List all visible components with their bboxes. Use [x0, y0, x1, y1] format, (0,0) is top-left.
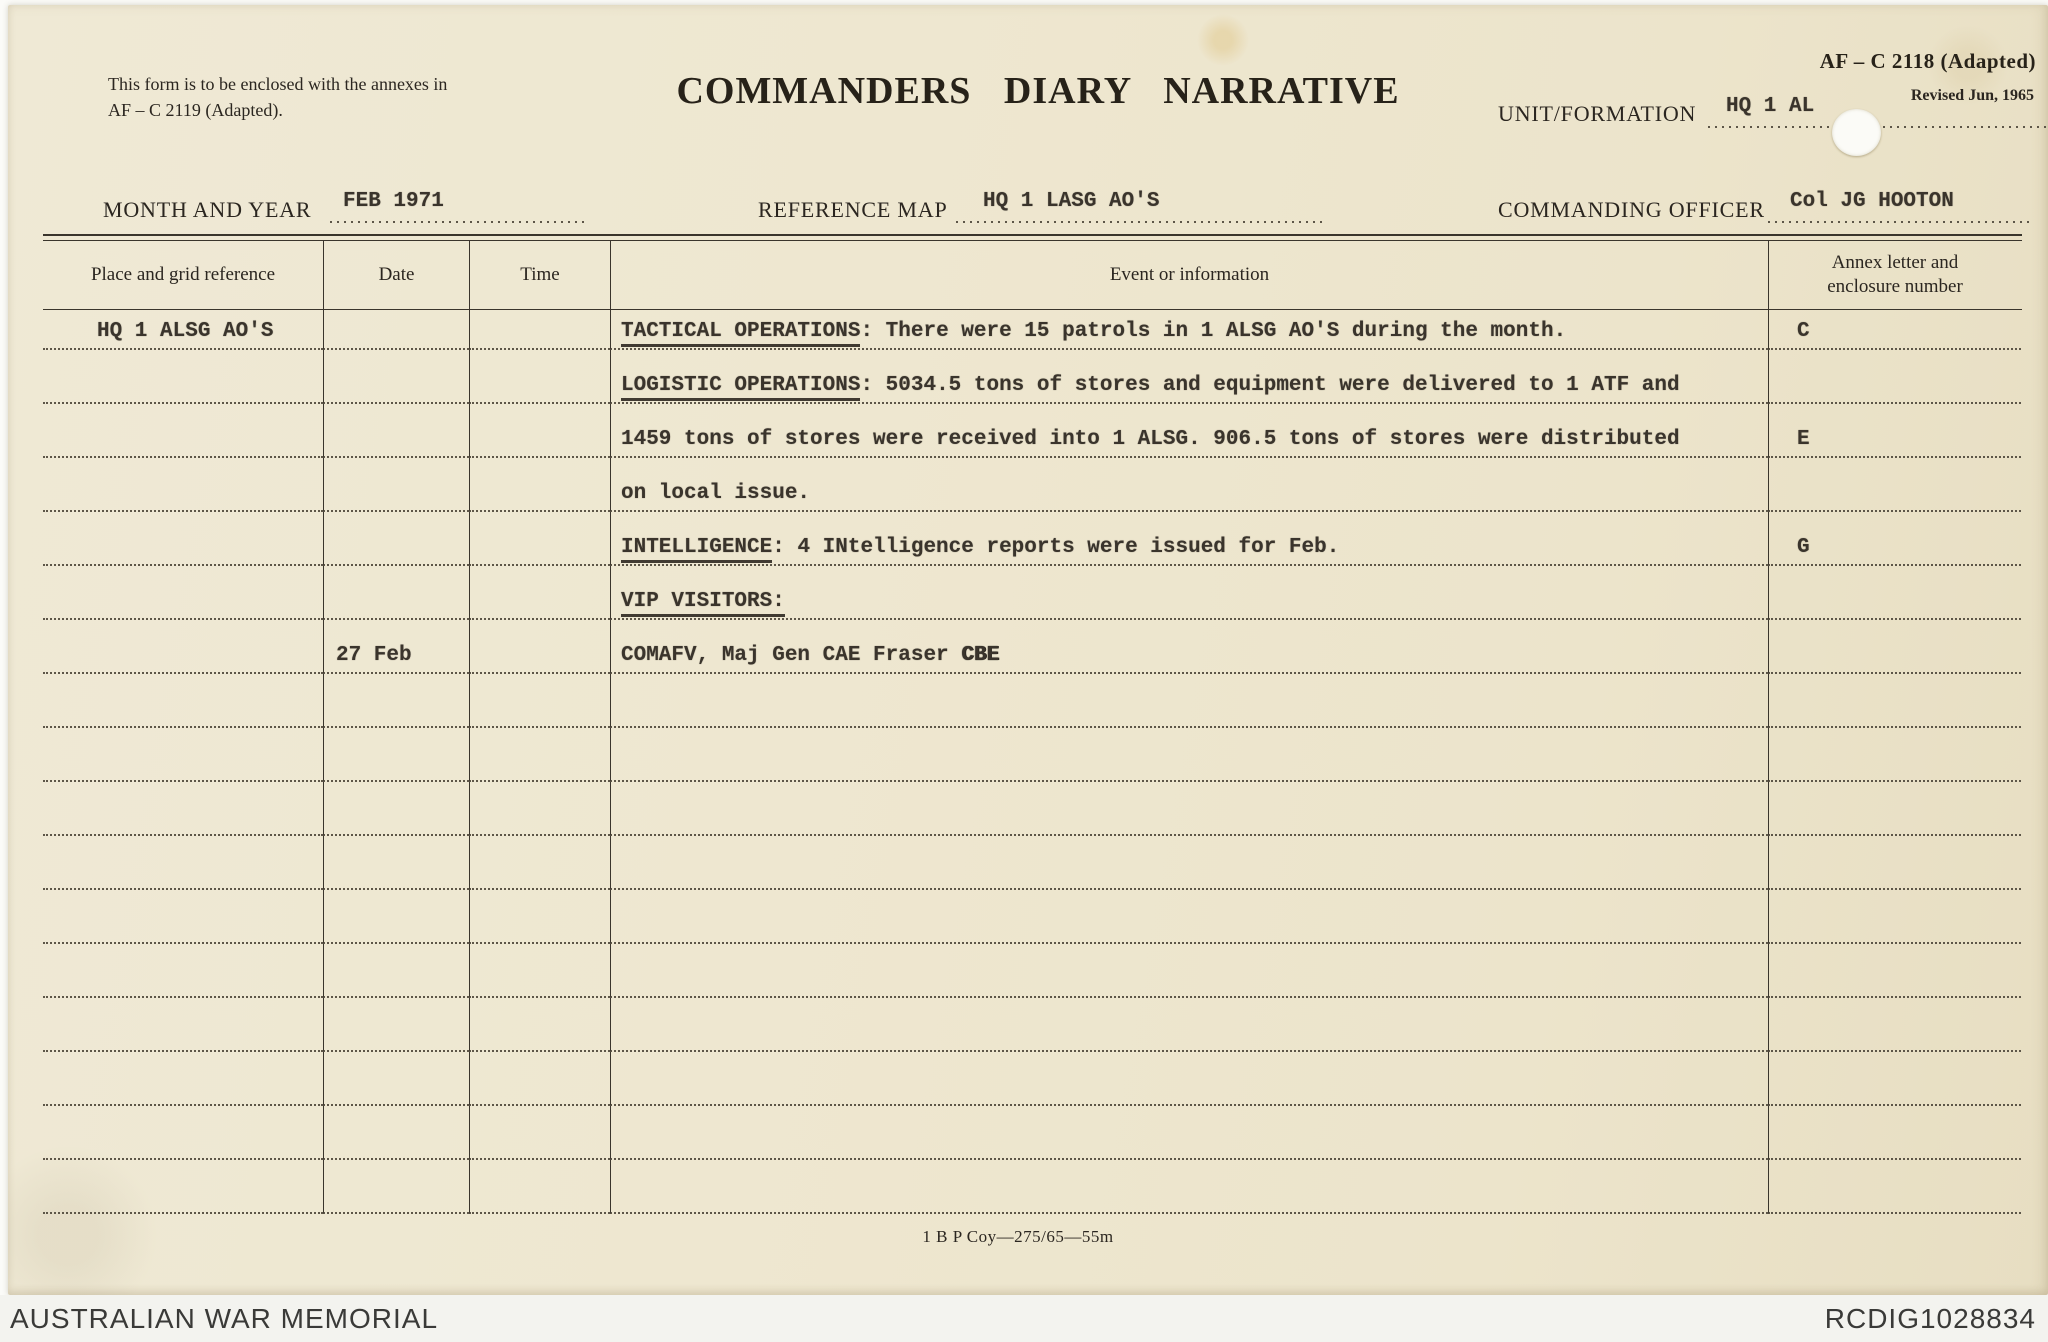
unit-formation-value: HQ 1 AL: [1726, 95, 1815, 118]
table-body: [43, 310, 2022, 1214]
cell-date: [323, 998, 469, 1052]
cell-date: [323, 674, 469, 728]
cell-time: [469, 836, 610, 890]
cell-event: [610, 890, 1768, 944]
cell-date: [323, 404, 469, 458]
cell-date: [323, 1106, 469, 1160]
header-place: Place and grid reference: [90, 264, 276, 286]
commanding-officer-value: Col JG HOOTON: [1790, 190, 1954, 213]
reference-map-label: REFERENCE MAP: [758, 197, 948, 222]
event-text: CBE: [961, 644, 1000, 667]
cell-annex: [1768, 458, 2021, 512]
event-text: : 4 INtelligence reports were issued for Feb.: [772, 536, 1340, 559]
cell-place: [43, 674, 323, 728]
cell-time: [469, 350, 610, 404]
unit-formation-label: UNIT/FORMATION: [1498, 101, 1697, 126]
event-text: : 5034.5 tons of stores and equipment were delivered to 1 ATF and: [860, 374, 1680, 397]
cell-place: [43, 458, 323, 512]
cell-annex: [1768, 782, 2021, 836]
event-heading: VIP VISITORS:: [621, 590, 785, 617]
cell-time: [469, 1160, 610, 1214]
event-heading: INTELLIGENCE: [621, 536, 772, 563]
table-row: [43, 944, 2022, 998]
cell-time: [469, 1106, 610, 1160]
cell-event: [610, 310, 1768, 350]
cell-date-text: 27 Feb: [336, 644, 412, 667]
cell-event: [610, 1160, 1768, 1214]
diary-table: [43, 234, 2022, 1214]
cell-event: [610, 674, 1768, 728]
cell-event: [610, 458, 1768, 512]
printer-code: 1 B P Coy—275/65—55m: [922, 1227, 1114, 1246]
cell-annex: [1768, 404, 2021, 458]
paper-sheet: [8, 5, 2048, 1295]
cell-event: [610, 1052, 1768, 1106]
event-heading: TACTICAL OPERATIONS: [621, 320, 860, 347]
cell-time: [469, 782, 610, 836]
cell-place: [43, 566, 323, 620]
event-text: : There were 15 patrols in 1 ALSG AO'S during the month.: [860, 320, 1567, 343]
cell-date: [323, 890, 469, 944]
cell-place: [43, 620, 323, 674]
archive-source: AUSTRALIAN WAR MEMORIAL: [10, 1302, 439, 1334]
event-heading: LOGISTIC OPERATIONS: [621, 374, 860, 401]
cell-place: [43, 1160, 323, 1214]
table-row: [43, 620, 2022, 674]
cell-place: [43, 404, 323, 458]
cell-time: [469, 620, 610, 674]
cell-time: [469, 728, 610, 782]
table-row: [43, 458, 2022, 512]
cell-event: [610, 728, 1768, 782]
enclosure-note: This form is to be enclosed with the annexes in AF – C 2119 (Adapted).: [108, 74, 448, 121]
table-row: [43, 890, 2022, 944]
archive-bar: [0, 1295, 2048, 1342]
cell-time: [469, 310, 610, 350]
cell-date: [323, 836, 469, 890]
commanding-officer-label: COMMANDING OFFICER: [1498, 197, 1765, 222]
cell-event: [610, 566, 1768, 620]
form-number: AF – C 2118 (Adapted): [1819, 49, 2036, 73]
cell-date: [323, 512, 469, 566]
cell-event: [610, 836, 1768, 890]
cell-place-text: HQ 1 ALSG AO'S: [97, 320, 274, 343]
event-text: 1459 tons of stores were received into 1 ALSG. 906.5 tons of stores were distributed: [621, 428, 1680, 451]
cell-place: [43, 944, 323, 998]
cell-annex: [1768, 1052, 2021, 1106]
cell-time: [469, 890, 610, 944]
table-row: [43, 782, 2022, 836]
reference-map-ruled-line: [956, 220, 1326, 223]
header-event: Event or information: [610, 241, 1768, 309]
table-row: [43, 1106, 2022, 1160]
cell-time: [469, 458, 610, 512]
cell-date: [323, 620, 469, 674]
table-row: [43, 404, 2022, 458]
cell-annex-text: E: [1797, 428, 1810, 451]
cell-time: [469, 1052, 610, 1106]
table-row: [43, 566, 2022, 620]
cell-date: [323, 566, 469, 620]
cell-place: [43, 1106, 323, 1160]
cell-place: [43, 512, 323, 566]
cell-place: [43, 836, 323, 890]
table-row: [43, 310, 2022, 350]
cell-event: [610, 782, 1768, 836]
cell-place: [43, 890, 323, 944]
cell-date: [323, 458, 469, 512]
cell-event: [610, 944, 1768, 998]
cell-place: [43, 998, 323, 1052]
table-row: [43, 350, 2022, 404]
header-date: Date: [323, 241, 469, 309]
form-title: COMMANDERS DIARY NARRATIVE: [676, 70, 1400, 112]
cell-annex: [1768, 566, 2021, 620]
table-row: [43, 998, 2022, 1052]
event-text: COMAFV, Maj Gen CAE Fraser: [621, 644, 962, 667]
form-revision-date: Revised Jun, 1965: [1910, 87, 2034, 104]
header-time: Time: [469, 241, 610, 309]
cell-place: [43, 728, 323, 782]
cell-date: [323, 1052, 469, 1106]
cell-annex: [1768, 310, 2021, 350]
cell-event: [610, 620, 1768, 674]
cell-annex-text: G: [1797, 536, 1810, 559]
archive-id: RCDIG1028834: [1824, 1302, 2036, 1334]
table-row: [43, 1160, 2022, 1214]
cell-annex: [1768, 674, 2021, 728]
cell-annex: [1768, 512, 2021, 566]
cell-event: [610, 350, 1768, 404]
event-text: on local issue.: [621, 482, 811, 505]
commanding-officer-ruled-line: [1768, 220, 2030, 223]
cell-place: [43, 782, 323, 836]
cell-event: [610, 512, 1768, 566]
cell-place: [43, 350, 323, 404]
cell-time: [469, 944, 610, 998]
cell-time: [469, 998, 610, 1052]
reference-map-value: HQ 1 LASG AO'S: [983, 190, 1160, 213]
cell-date: [323, 944, 469, 998]
table-row: [43, 728, 2022, 782]
cell-annex: [1768, 1160, 2021, 1214]
cell-annex: [1768, 728, 2021, 782]
cell-annex: [1768, 944, 2021, 998]
cell-annex: [1768, 836, 2021, 890]
month-year-label: MONTH AND YEAR: [103, 197, 312, 222]
cell-date: [323, 782, 469, 836]
cell-date: [323, 350, 469, 404]
cell-date: [323, 728, 469, 782]
cell-date: [323, 1160, 469, 1214]
cell-annex: [1768, 620, 2021, 674]
cell-annex: [1768, 1106, 2021, 1160]
month-year-ruled-line: [330, 220, 586, 223]
cell-event: [610, 404, 1768, 458]
header-annex: Annex letter and enclosure number: [1768, 241, 2021, 309]
table-row: [43, 512, 2022, 566]
cell-event: [610, 1106, 1768, 1160]
table-row: [43, 674, 2022, 728]
punch-hole: [1832, 109, 1881, 156]
month-year-value: FEB 1971: [343, 190, 444, 213]
table-row: [43, 836, 2022, 890]
cell-time: [469, 512, 610, 566]
cell-annex: [1768, 350, 2021, 404]
table-header-row: [43, 241, 2022, 310]
cell-annex-text: C: [1797, 320, 1810, 343]
cell-annex: [1768, 998, 2021, 1052]
table-row: [43, 1052, 2022, 1106]
cell-time: [469, 404, 610, 458]
cell-event: [610, 998, 1768, 1052]
cell-time: [469, 566, 610, 620]
cell-date: [323, 310, 469, 350]
cell-place: [43, 1052, 323, 1106]
cell-place: [43, 310, 323, 350]
cell-time: [469, 674, 610, 728]
cell-annex: [1768, 890, 2021, 944]
